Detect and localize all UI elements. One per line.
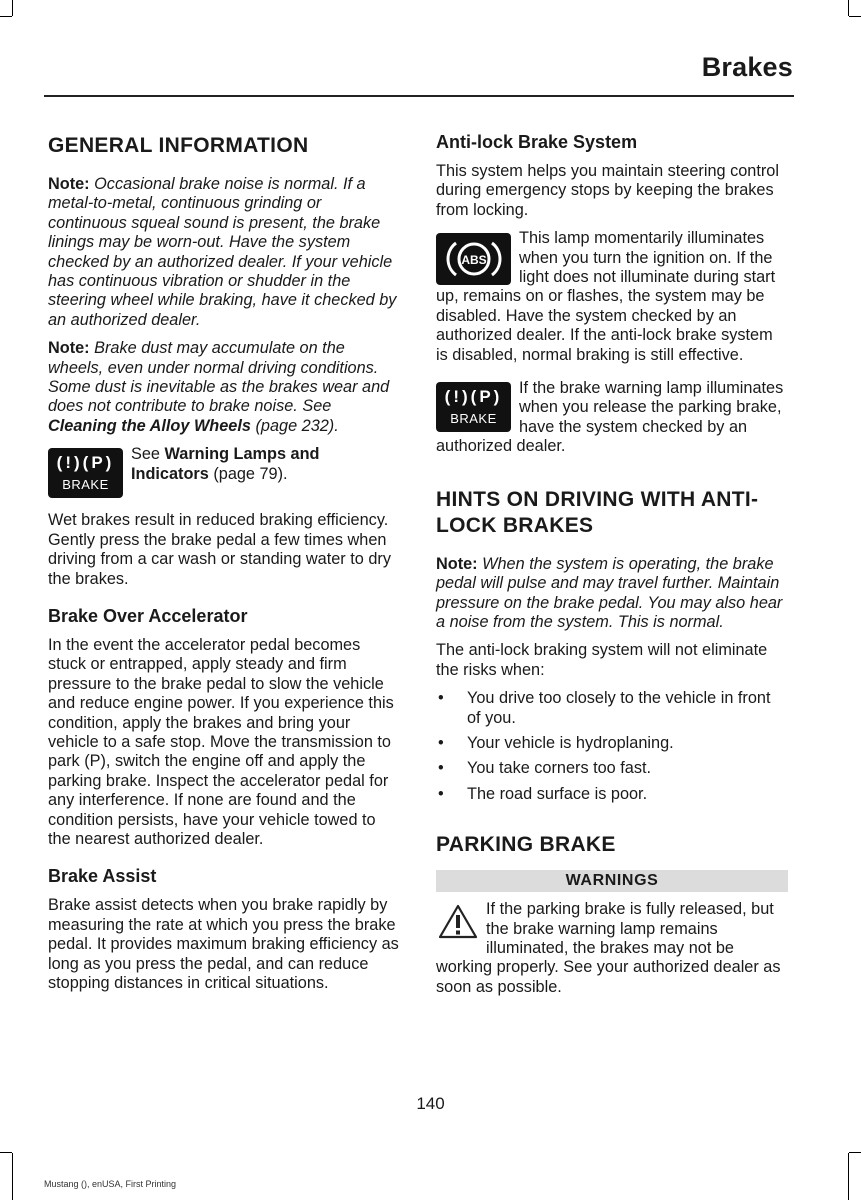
general-information-heading: GENERAL INFORMATION	[48, 134, 309, 157]
brake-lamp-section	[436, 379, 788, 457]
abs-intro-paragraph: This system helps you maintain steering control during emergency stops by keeping the brakes from locking.	[436, 162, 779, 219]
crop-mark	[849, 1152, 861, 1153]
hints-note	[436, 555, 788, 633]
list-item-text: The road surface is poor.	[467, 784, 648, 803]
footer-printing-info: Mustang (), enUSA, First Printing	[44, 1179, 177, 1189]
crop-mark	[848, 1153, 849, 1200]
page-number: 140	[416, 1094, 445, 1113]
right-column	[436, 125, 788, 997]
abs-lamp-paragraph: This lamp momentarily illuminates when you turn the ignition on. If the light does not illuminate during start up, remains on or flashes, the system may be disabled. Have the system checked by an authorized dealer. If the anti-lock brake system is disabled, normal braking is still effective.	[436, 229, 776, 364]
brake-icon-label: BRAKE	[62, 476, 109, 492]
crop-mark	[12, 1153, 13, 1200]
page-title: Brakes	[701, 52, 793, 82]
bullet-marker: •	[438, 784, 444, 803]
brake-lamp-paragraph: If the brake warning lamp illuminates when you release the parking brake, have the system checked by an authorized dealer.	[436, 379, 784, 456]
list-item-text: You take corners too fast.	[467, 759, 652, 778]
warning-lamps-indicators-link[interactable]: Warning Lamps and Indicators	[131, 445, 320, 483]
title-divider	[44, 95, 794, 97]
page-reference: (page 232).	[250, 416, 339, 435]
left-column	[48, 125, 400, 1002]
list-item-text: You drive too closely to the vehicle in front of you.	[467, 689, 771, 727]
note-text: Brake dust may accumulate on the wheels, even under normal driving conditions. Some dust is inevitable as the brakes wear and does not contribute to brake noise. See	[48, 339, 390, 416]
brake-icon-glyphs: (!)(P)	[56, 453, 115, 473]
brake-assist-paragraph: Brake assist detects when you brake rapidly by measuring the rate at which you press the brake pedal. It provides maximum braking efficiency as long as you press the pedal, and can reduce stopping distances in critical situations.	[48, 896, 399, 992]
brake-over-accelerator-paragraph: In the event the accelerator pedal becomes stuck or entrapped, apply steady and firm pressure to the brake pedal to slow the vehicle and reduce engine power. If you experience this condition, apply the brakes and bring your vehicle to a safe stop. Move the transmission to park (P), switch the engine off and apply the parking brake. Inspect the accelerator pedal for any interference. If none are found and the condition persists, have your vehicle towed to the nearest authorized dealer.	[48, 635, 394, 848]
note-brake-dust	[48, 339, 400, 436]
bullet-marker: •	[438, 759, 444, 778]
list-item	[436, 785, 788, 804]
parking-brake-heading: PARKING BRAKE	[436, 833, 616, 857]
bullet-marker: •	[438, 733, 444, 752]
note-label: Note:	[48, 175, 90, 193]
list-item-text: Your vehicle is hydroplaning.	[467, 733, 674, 752]
hints-intro-paragraph: The anti-lock braking system will not eliminate the risks when:	[436, 641, 768, 679]
note-brake-noise	[48, 175, 400, 330]
crop-mark	[0, 1152, 12, 1153]
wet-brakes-paragraph: Wet brakes result in reduced braking efficiency. Gently press the brake pedal a few times when driving from a car wash or standing water to dry the brakes.	[48, 511, 391, 588]
note-text: When the system is operating, the brake pedal will pulse and may travel further. Maintain pressure on the brake pedal. You may also hear a noise from the system. This is normal.	[436, 554, 783, 631]
brake-warning-lamp-icon	[436, 382, 511, 432]
list-item	[436, 689, 788, 728]
note-label: Note:	[436, 554, 478, 573]
list-item	[436, 759, 788, 778]
cleaning-alloy-wheels-link[interactable]: Cleaning the Alloy Wheels	[48, 416, 251, 435]
brake-warning-reference	[48, 445, 400, 503]
warning-triangle-icon	[438, 904, 478, 944]
bullet-marker: •	[438, 689, 444, 708]
crop-mark	[848, 0, 849, 16]
crop-mark	[849, 16, 861, 17]
brake-over-accelerator-heading: Brake Over Accelerator	[48, 605, 248, 626]
hints-anti-lock-heading: HINTS ON DRIVING WITH ANTI-LOCK BRAKES	[436, 487, 759, 537]
abs-lamp-section	[436, 229, 788, 365]
note-text: Occasional brake noise is normal. If a metal-to-metal, continuous grinding or continuous squeal sound is present, the brake linings may be worn-out. Have the system checked by an authorized dealer. If your vehicle has continuous vibration or shudder in the steering wheel while braking, have it checked by an authorized dealer.	[48, 175, 397, 329]
see-prefix: See	[131, 445, 165, 464]
brake-warning-lamp-icon	[48, 448, 123, 498]
crop-mark	[12, 0, 13, 16]
risk-list	[436, 689, 788, 804]
brake-icon-label: BRAKE	[450, 410, 497, 426]
list-item	[436, 734, 788, 753]
abs-icon-label: ABS	[460, 253, 487, 268]
anti-lock-brake-system-heading: Anti-lock Brake System	[436, 132, 638, 152]
warnings-header: WARNINGS	[436, 870, 788, 892]
parking-brake-warning	[436, 900, 788, 997]
brake-assist-heading: Brake Assist	[48, 866, 157, 887]
abs-warning-lamp-icon	[436, 233, 511, 285]
brake-icon-glyphs: (!)(P)	[444, 387, 503, 407]
page-reference: (page 79).	[208, 464, 288, 483]
crop-mark	[0, 16, 12, 17]
warning-paragraph: If the parking brake is fully released, but the brake warning lamp remains illuminated, the brakes may not be working properly. See your authorized dealer as soon as possible.	[436, 900, 781, 996]
note-label: Note:	[48, 339, 90, 358]
